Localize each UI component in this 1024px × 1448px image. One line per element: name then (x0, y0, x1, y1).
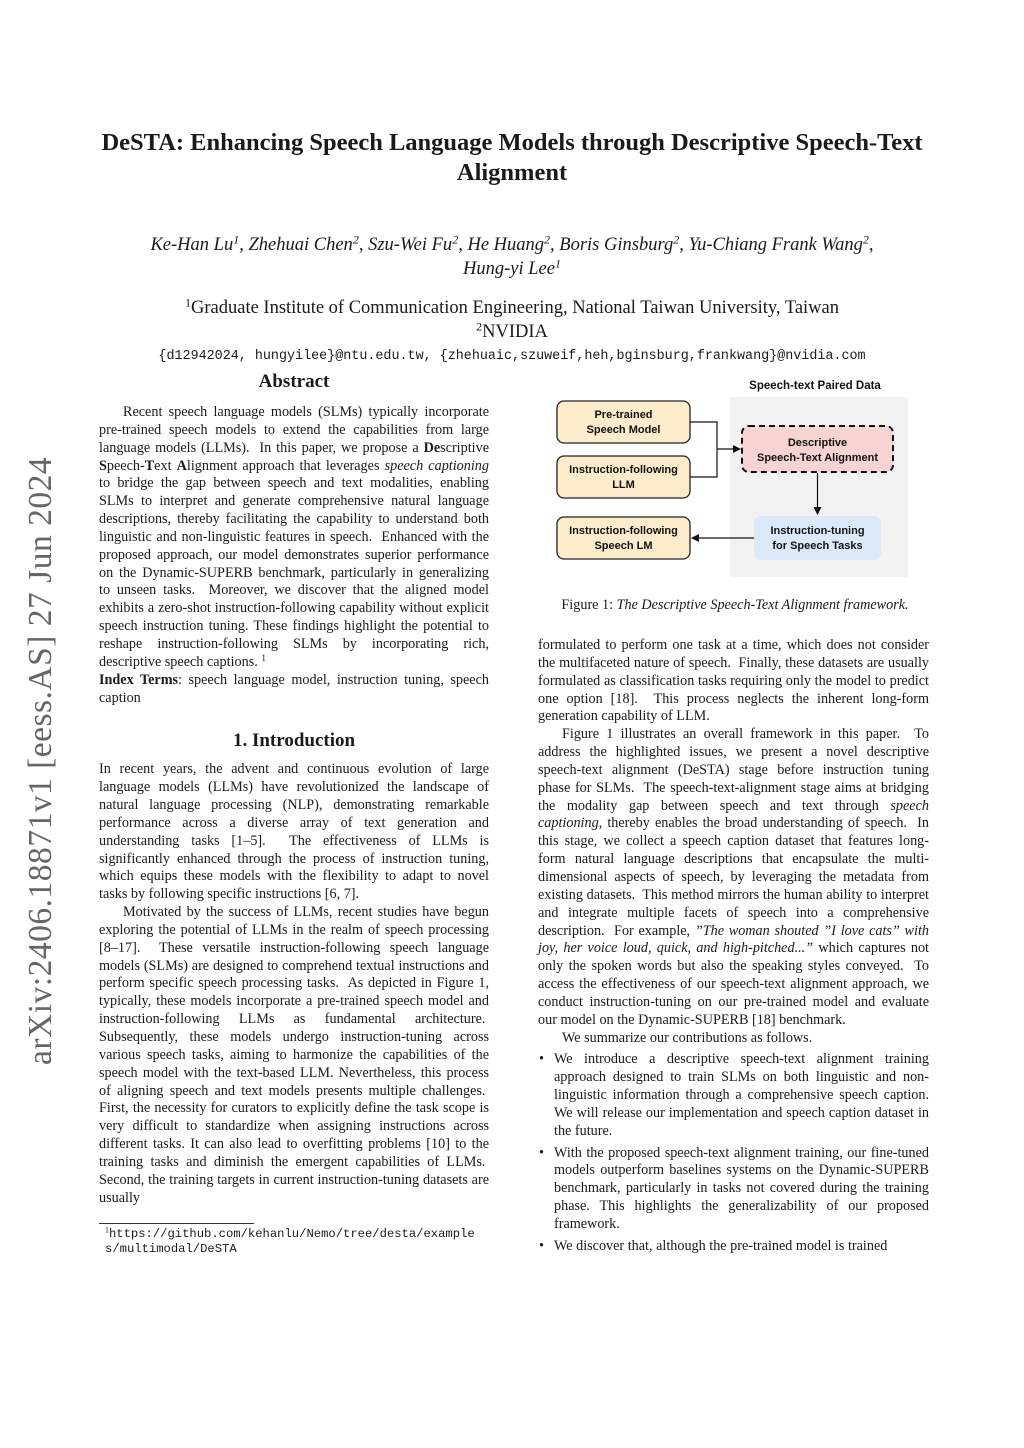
pretrained-box-label-2: Speech Model (586, 424, 661, 436)
author: Ke-Han Lu (150, 235, 234, 255)
merge-bracket (690, 422, 717, 477)
affiliation-number: 1 (184, 295, 191, 310)
footnote (99, 1227, 489, 1257)
pretrained-box-label-1: Pre-trained (594, 409, 653, 421)
affiliation-2 (90, 320, 934, 344)
arxiv-identifier: arXiv:2406.18871v1 [eess.AS] 27 Jun 2024 (22, 456, 59, 1065)
author: Hung-yi Lee (463, 259, 555, 279)
tuning-box-label-2: for Speech Tasks (772, 540, 863, 552)
author: Zhehuai Chen (248, 235, 353, 255)
intro-paragraph-1: In recent years, the advent and continuous evolution of large language models (LLMs) have revolutionized the landscape of natural language processing (NLP), demonstrating remarkable performance across a diverse array of text generation and understanding tasks [1–5]. The effectiveness of LLMs is significantly enhanced through the process of instruction tuning, which equips these models with the flexibility to adapt to novel tasks by following specific instructions [6, 7]. (99, 761, 489, 903)
figure-caption (540, 596, 930, 614)
instruction-following-llm-box (557, 456, 690, 498)
author-emails: {d12942024, hungyilee}@ntu.edu.tw, {zhehuaic,szuweif,heh,bginsburg,frankwang}@nvidia.com (158, 349, 866, 364)
instruction-following-speech-lm-box (557, 517, 690, 559)
desta-box-label-1: Descriptive (787, 437, 848, 449)
affiliation-1 (90, 296, 934, 320)
panel-title: Speech-text Paired Data (749, 380, 881, 392)
descriptive-alignment-box (742, 426, 893, 472)
left-column (99, 370, 489, 1257)
llm-box-label-2: LLM (612, 479, 635, 491)
pretrained-speech-model-box (557, 401, 690, 443)
author-affiliation-mark: 2 (352, 232, 359, 247)
author-affiliation-mark: 2 (673, 232, 680, 247)
contribution-list (538, 1051, 929, 1255)
framework-diagram (540, 372, 930, 587)
list-item: • We discover that, although the pre-trained model is trained (554, 1238, 929, 1256)
index-terms-text: : speech language model, instruction tuning, speech caption (99, 671, 489, 706)
llm-box-label-1: Instruction-following (569, 464, 678, 476)
author-affiliation-mark: 2 (862, 232, 869, 247)
author-affiliation-mark: 1 (233, 232, 240, 247)
figure-caption-text: The Descriptive Speech-Text Alignment framework. (616, 597, 909, 613)
intro-paragraph-4: Figure 1 illustrates an overall framework in this paper. To address the highlighted issues, we present a novel descriptive speech-text alignment (DeSTA) stage before instruction tuning phase for SLMs. The speech-text-alignment stage aims at bridging the modality gap between speech and text through speech captioning, thereby enables the broad understanding of speech. In this stage, we collect a speech caption dataset that features long-form natural language descriptions that encapsulate the multi-dimensional aspects of speech, by leveraging the metadata from existing datasets. This method mirrors the human ability to interpret and integrate multiple facets of speech into a comprehensive description. For example, ”The woman shouted ”I love cats” with joy, her voice loud, quick, and high-pitched...” which captures not only the spoken words but also the speaking styles conveyed. To access the effectiveness of our speech-text alignment approach, we conduct instruction-tuning on our pre-trained model and evaluate our model on the Dynamic-SUPERB [18] benchmark. (538, 726, 929, 1028)
right-column (538, 637, 929, 1260)
author-affiliation-mark: 2 (544, 232, 551, 247)
slm-box-label-2: Speech LM (594, 540, 653, 552)
affiliations (90, 296, 934, 344)
author-list: Ke-Han Lu$^1$, Zhehuai Chen$^2$, Szu-Wei Fu$^2$, He Huang$^2$, Boris Ginsburg$^2$, Yu-Chiang Frank Wang$^2$, Hung-yi Lee$^1$ (150, 232, 874, 279)
footnote-link[interactable]: https://github.com/kehanlu/Nemo/tree/desta/examples/multimodal/DeSTA (105, 1227, 475, 1257)
author-affiliation-mark: 1 (554, 256, 561, 271)
affiliation-text: Graduate Institute of Communication Engineering, National Taiwan University, Taiwan (191, 298, 840, 318)
affiliation-text: NVIDIA (482, 322, 548, 342)
introduction-heading: 1. Introduction (232, 730, 356, 752)
instruction-tuning-box (754, 516, 881, 560)
intro-paragraph-3: formulated to perform one task at a time, which does not consider the multifaceted nature of speech. Finally, these datasets are usually formulated as classification tasks requiring only the model to predict one option [18]. This process neglects the inherent long-form generation capability of LLM. (538, 637, 929, 725)
affiliation-number: 2 (476, 319, 483, 334)
slm-box-label-1: Instruction-following (569, 525, 678, 537)
footnote-divider (99, 1223, 254, 1224)
abstract-text: Recent speech language models (SLMs) typically incorporate pre-trained speech models to extend the capabilities from large language models (LLMs). In this paper, we propose a Descriptive Speech-Text Alignment approach that leverages speech captioning to bridge the gap between speech and text modalities, enabling SLMs to interpret and generate comprehensive natural language descriptions, thereby facilitating the capability to understand both linguistic and non-linguistic features in speech. Enhanced with the proposed approach, our model demonstrates superior performance on the Dynamic-SUPERB benchmark, particularly in generalizing to unseen tasks. Moreover, we discover that the aligned model exhibits a zero-shot instruction-following capability without explicit speech instruction tuning. These findings highlight the potential to reshape instruction-following SLMs by incorporating rich, descriptive speech captions. $^1$ (99, 404, 489, 670)
footnote-marker: 1 (261, 652, 266, 663)
figure-1 (540, 372, 930, 622)
author: Boris Ginsburg (559, 235, 674, 255)
list-item: • With the proposed speech-text alignment training, our fine-tuned models outperform baselines systems on the Dynamic-SUPERB benchmark, particularly in tasks not covered during the training phase. This highlights the generalizability of our proposed framework. (554, 1145, 929, 1234)
list-item: • We introduce a descriptive speech-text alignment training approach designed to train SLMs on both linguistic and non-linguistic information through a comprehensive speech caption. We will release our implementation and speech caption dataset in the future. (554, 1051, 929, 1140)
contributions-intro: We summarize our contributions as follows. (562, 1029, 813, 1046)
index-terms (99, 672, 489, 708)
footnote-number: 1 (105, 1226, 109, 1236)
figure-caption-label: Figure 1: (561, 597, 617, 613)
author: He Huang (467, 235, 545, 255)
author-affiliation-mark: 2 (452, 232, 459, 247)
abstract-heading: Abstract (258, 371, 330, 392)
index-terms-label: Index Terms (99, 671, 179, 688)
tuning-box-label-1: Instruction-tuning (770, 525, 865, 537)
intro-paragraph-2: Motivated by the success of LLMs, recent studies have begun exploring the potential of LLMs in the realm of speech processing [8–17]. These versatile instruction-following speech language models (SLMs) are designed to comprehend textual instructions and perform specific speech processing tasks. As depicted in Figure 1, typically, these models incorporate a pre-trained speech model and instruction-following LLMs as fundamental architecture. Subsequently, these models undergo instruction-tuning across various speech tasks, aiming to harmonize the capabilities of the speech model with the text-based LLM. Nevertheless, this process of aligning speech and text models presents multiple challenges. First, the necessity for curators to explicitly define the task scope is very difficult to standardize when assigning instructions across different tasks. It can also lead to overfitting problems [10] to the training tasks and diminish the emergent capabilities of LLMs. Second, the training targets in current instruction-tuning datasets are usually (99, 904, 489, 1206)
author: Yu-Chiang Frank Wang (688, 235, 863, 255)
paper-title: DeSTA: Enhancing Speech Language Models through Descriptive Speech-Text Alignment (101, 129, 923, 186)
desta-box-label-2: Speech-Text Alignment (756, 452, 879, 464)
author: Szu-Wei Fu (368, 235, 453, 255)
